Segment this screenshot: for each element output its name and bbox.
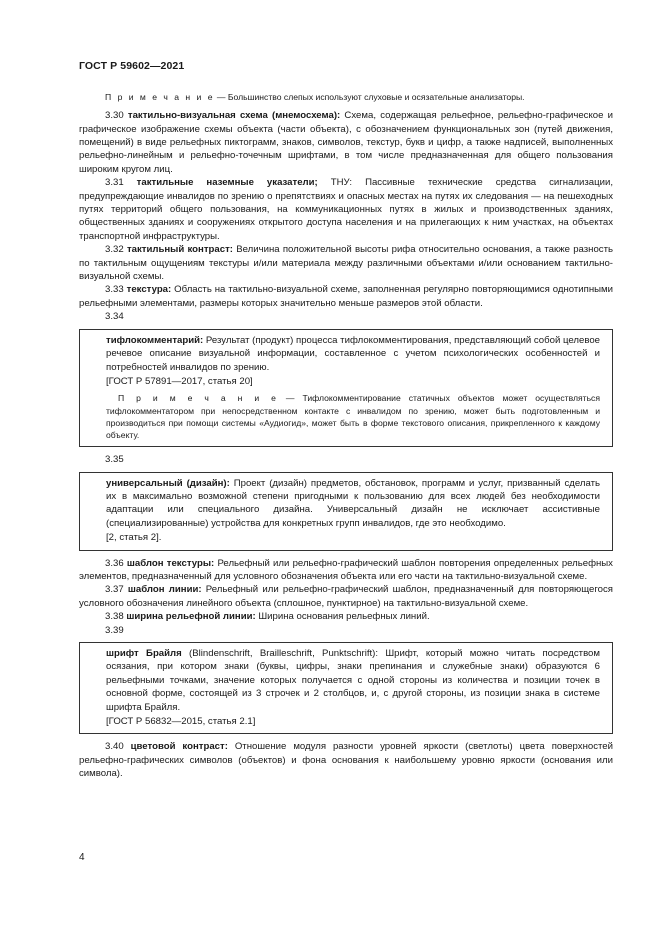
term-number: 3.40 [105,741,131,753]
term-reference: [ГОСТ Р 56832—2015, статья 2.1] [106,716,256,728]
term-title: тифлокомментарий: [106,334,204,346]
page-number: 4 [79,852,85,863]
note-text: — Тифлокомментирование статичных объектов может осуществляться тифлокомментатором при непосредственном контакте с инвалидом по зрению, может быть подготовленным и производиться при помощи системы «Аудиогид», может быть в форме текстового описания, прикрепленного к каждому объекту. [106,393,600,440]
term-number: 3.31 [105,177,137,189]
term-3-30 [79,109,613,176]
term-definition: Ширина основания рельефных линий. [255,611,430,623]
term-definition: Рельефный или рельефно-графический шаблон, предназначенный для повторяющегося условного обозначения линейного объекта (сплошное, пунктирное) на тактильно-визуальной схеме. [79,584,613,609]
term-definition: Рельефный или рельефно-графический шаблон повторения определенных рельефных элементов, предназначенный для условного обозначения объекта или его части на тактильно-визуальной схеме. [79,557,613,582]
term-number-3-35: 3.35 [105,454,124,466]
term-definition: Величина положительной высоты рифа относительно основания, а также разность по тактильным ощущениям текстуры и/или материала между различными объектами и/или основанием тактильно-визуальной схемы. [79,244,613,283]
term-3-32 [79,243,613,283]
term-reference: [2, статья 2]. [106,532,162,544]
term-definition: Результат (продукт) процесса тифлокомментирования, представляющий собой целевое речевое описание визуальной информации, составленное с учетом психологических особенностей и потребностей инвалидов по зрению. [106,334,600,373]
term-title: текстура: [126,284,172,296]
term-box-3-34 [79,329,613,447]
term-box-3-39 [79,642,613,734]
note-label: П р и м е ч а н и е [118,393,278,404]
term-number: 3.32 [105,244,127,256]
term-3-38 [79,610,613,623]
term-definition: ТНУ: Пассивные технические средства сигнализации, предупреждающие инвалидов по зрению о препятствиях и опасных местах на путях их следования — на пешеходных путях территорий общего пользования, на коммуникационных путях в жилых и производственных зданиях, общественных зданиях и сооружениях открытого доступа населения и на прилегающих к ним участках, на объектах транспортной инфраструктуры. [79,177,613,242]
term-definition: (Blindenschrift, Brailleschrift, Punktschrift): Шрифт, который можно читать посредством осязания, при котором знаки (буквы, цифры, знаки препинания и служебные знаки) образуются 6 рельефными точками, значение которых получается с одной стороны из количества и позиции точек в основной форме, состоящей из 3 строчек и 2 столбцов, и, с другой стороны, из позиции знака в системе шрифта Брайля. [106,648,600,713]
term-title: тактильные наземные указатели; [136,177,318,189]
term-title: ширина рельефной линии: [126,611,256,623]
term-box-3-35 [79,472,613,551]
term-3-35 [106,477,600,531]
term-title: шрифт Брайля [106,648,182,660]
term-title: шаблон текстуры: [126,557,215,569]
term-reference: [ГОСТ Р 57891—2017, статья 20] [106,375,253,387]
term-definition: Отношение модуля разности уровней яркости (светлоты) цвета поверхностей рельефно-графических символов (объектов) и фона основания к наибольшему уровню яркости (основания или символа). [79,741,613,780]
term-title: тактильный контраст: [126,244,233,256]
term-definition: Схема, содержащая рельефное, рельефно-графическое и графическое изображение схемы объекта (части объекта), с обозначением функциональных зон (путей движения, помещений) в виде рельефных пиктограмм, знаков, символов, текстур, букв и цифр, а также надписей, выполненных рельефно-линейным и рельефно-точечным шрифтами, в том числе предназначенная для общего пользования широким кругом лиц. [79,110,614,175]
term-title: цветовой контраст: [130,741,228,753]
term-3-31 [79,176,613,243]
note-top [79,91,613,103]
note-label: П р и м е ч а н и е [105,92,215,102]
term-definition: Область на тактильно-визуальной схеме, заполненная регулярно повторяющимися однотипными рельефными элементами, размеры которых значительно меньше размеров этой области. [79,284,613,309]
term-3-39 [106,647,600,714]
term-3-37 [79,583,613,610]
term-number-3-34: 3.34 [105,311,124,323]
document-body [79,91,613,781]
term-3-34 [106,334,600,374]
term-definition: Проект (дизайн) предметов, обстановок, программ и услуг, призванный сделать их в максимально возможной степени пригодными к пользованию для всех людей без необходимости адаптации или специального дизайна. Универсальный дизайн не исключает ассистивные (специализированные) устройства для конкретных групп инвалидов, где это необходимо. [106,477,600,529]
term-number: 3.38 [105,611,127,623]
term-title: тактильно-визуальная схема (мнемосхема): [127,110,341,122]
term-number: 3.33 [105,284,127,296]
term-title: шаблон линии: [127,584,202,596]
document-header: ГОСТ Р 59602—2021 [79,60,185,72]
term-3-40 [79,740,613,780]
term-number: 3.37 [105,584,128,596]
term-note [106,392,600,441]
note-text: — Большинство слепых используют слуховые и осязательные анализаторы. [214,92,525,102]
term-number: 3.30 [105,110,128,122]
term-title: универсальный (дизайн): [106,477,230,489]
term-3-36 [79,557,613,584]
term-number-3-39: 3.39 [105,624,124,636]
term-number: 3.36 [105,557,127,569]
term-3-33 [79,283,613,310]
